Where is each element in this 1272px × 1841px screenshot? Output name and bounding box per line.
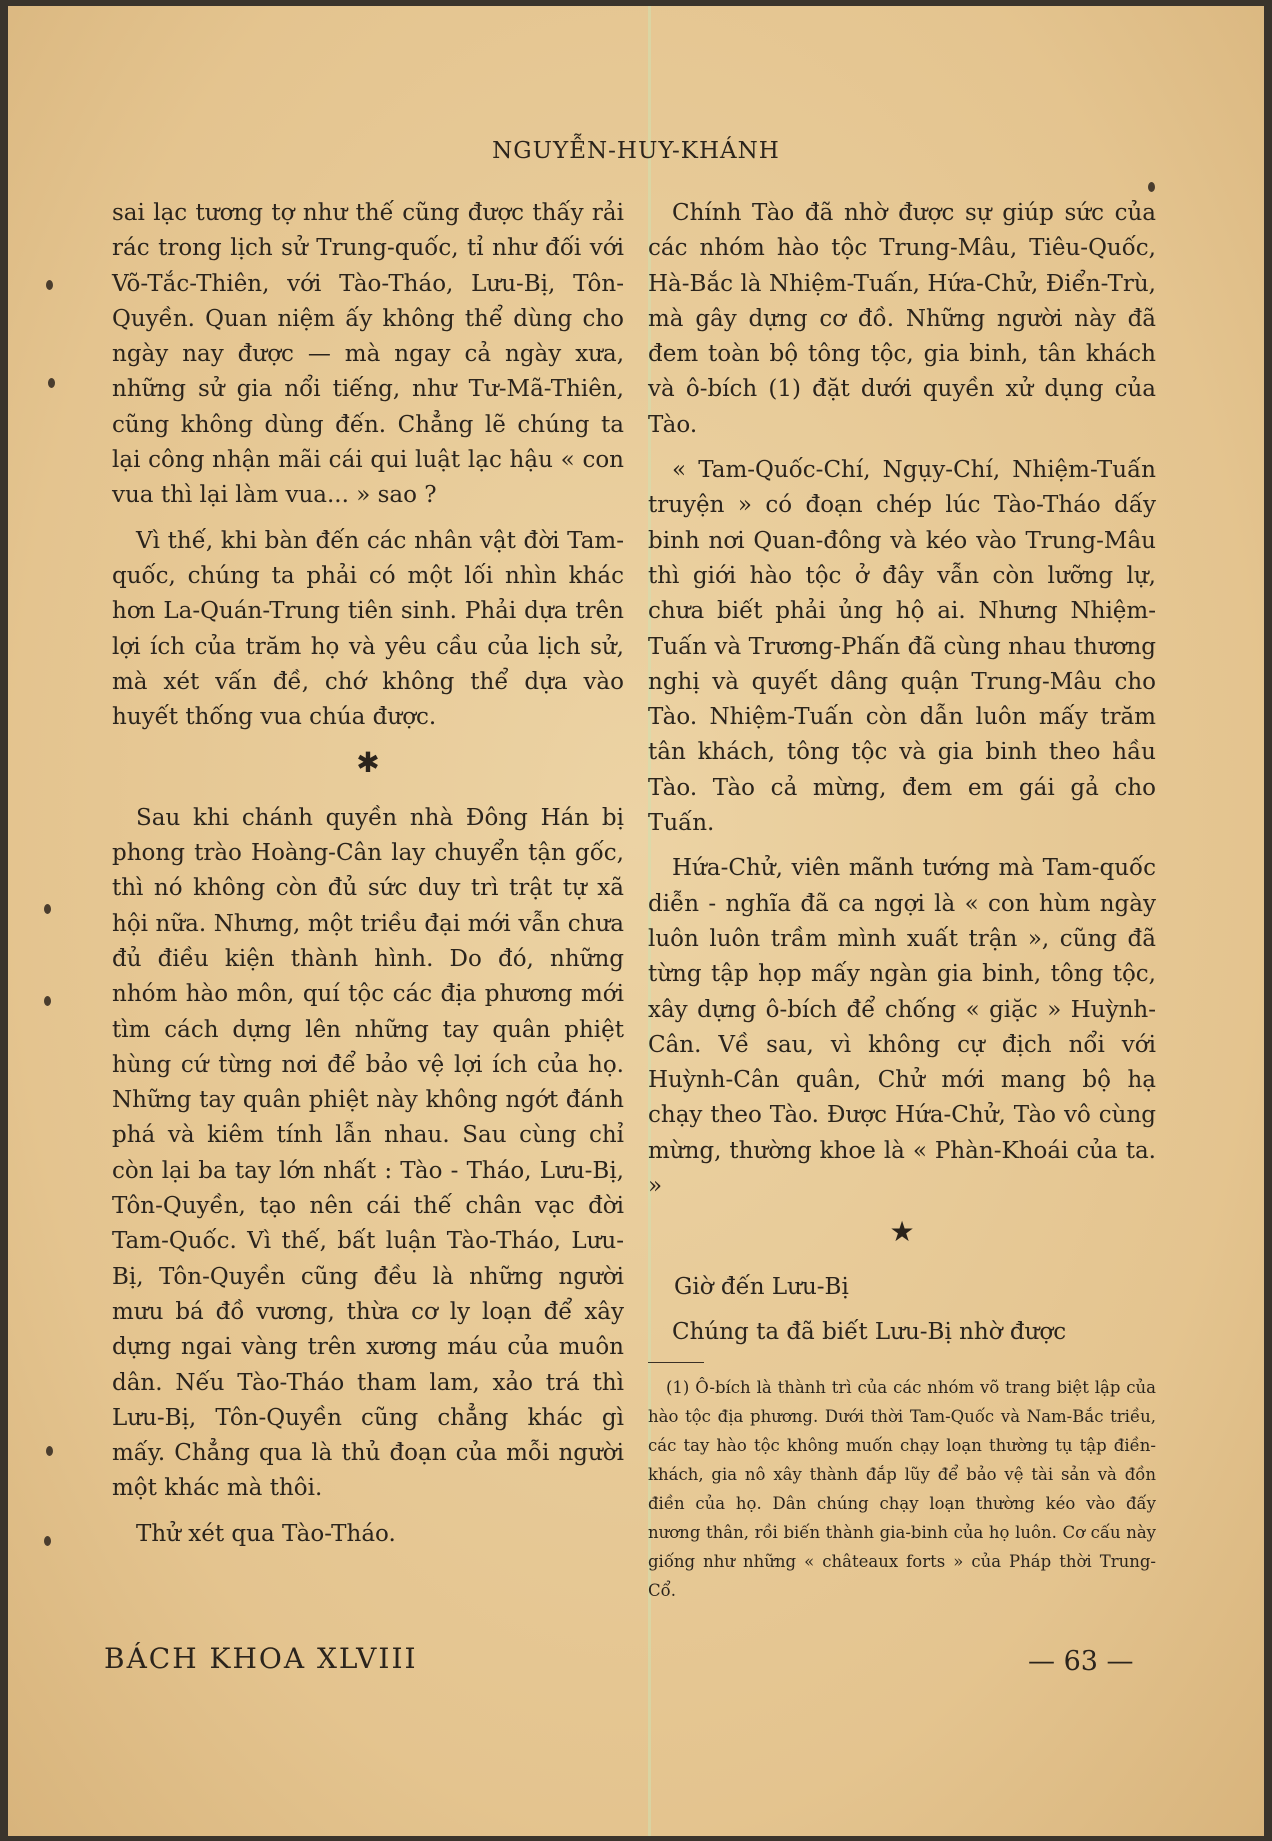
page-mark — [44, 1536, 51, 1546]
left-column — [112, 196, 624, 1562]
paragraph: Hứa-Chử, viên mãnh tướng mà Tam-quốc diễn - nghĩa đã ca ngợi là « con hùm ngày luôn luôn trầm mình xuất trận », cũng đã từng tập họp mấy ngàn gia binh, tông tộc, xây dựng ô-bích để chống « giặc » Huỳnh-Cân. Về sau, vì không cự địch nổi với Huỳnh-Cân quân, Chử mới mang bộ hạ chạy theo Tào. Được Hứa-Chử, Tào vô cùng mừng, thường khoe là « Phàn-Khoái của ta. » — [648, 855, 1156, 1200]
magazine-title: BÁCH KHOA XLVIII — [104, 1642, 418, 1675]
section-subheading: Giờ đến Lưu-Bị — [674, 1273, 849, 1300]
paragraph: « Tam-Quốc-Chí, Ngụy-Chí, Nhiệm-Tuấn truyện » có đoạn chép lúc Tào-Tháo dấy binh nơi Quan-đông và kéo vào Trung-Mâu thì giới hào tộc ở đây vẫn còn lưỡng lự, chưa biết phải ủng hộ ai. Nhưng Nhiệm-Tuấn và Trương-Phấn đã cùng nhau thương nghị và quyết dâng quận Trung-Mâu cho Tào. Nhiệm-Tuấn còn dẫn luôn mấy trăm tân khách, tông tộc và gia binh theo hầu Tào. Tào cả mừng, đem em gái gả cho Tuấn. — [648, 457, 1156, 837]
paragraph: Sau khi chánh quyền nhà Đông Hán bị phong trào Hoàng-Cân lay chuyển tận gốc, thì nó không còn đủ sức duy trì trật tự xã hội nữa. Nhưng, một triều đại mới vẫn chưa đủ điều kiện thành hình. Do đó, những nhóm hào môn, quí tộc các địa phương mới tìm cách dựng lên những tay quân phiệt hùng cứ từng nơi để bảo vệ lợi ích của họ. Những tay quân phiệt này không ngớt đánh phá và kiêm tính lẫn nhau. Sau cùng chỉ còn lại ba tay lớn nhất : Tào - Tháo, Lưu-Bị, Tôn-Quyền, tạo nên cái thế chân vạc đời Tam-Quốc. Vì thế, bất luận Tào-Tháo, Lưu-Bị, Tôn-Quyền cũng đều là những người mưu bá đồ vương, thừa cơ ly loạn để xây dựng ngai vàng trên xương máu của muôn dân. Nếu Tào-Tháo tham lam, xảo trá thì Lưu-Bị, Tôn-Quyền cũng chẳng khác gì mấy. Chẳng qua là thủ đoạn của mỗi người một khác mà thôi. — [112, 804, 624, 1502]
page-mark — [44, 996, 51, 1006]
page-mark — [48, 378, 55, 388]
footnote-rule — [648, 1362, 704, 1363]
right-column — [648, 196, 1156, 1605]
page-mark — [44, 904, 51, 914]
page-mark — [46, 1446, 53, 1456]
page-number: — 63 — — [1028, 1646, 1134, 1677]
paragraph: Thử xét qua Tào-Tháo. — [136, 1520, 396, 1547]
footnote — [648, 1373, 1156, 1605]
paragraph: Chính Tào đã nhờ được sự giúp sức của các nhóm hào tộc Trung-Mâu, Tiêu-Quốc, Hà-Bắc là Nhiệm-Tuấn, Hứa-Chử, Điển-Trù, mà gây dựng cơ đồ. Những người này đã đem toàn bộ tông tộc, gia binh, tân khách và ô-bích (1) đặt dưới quyền xử dụng của Tào. — [648, 200, 1156, 438]
section-divider-star: ★ — [889, 1215, 915, 1249]
footnote-text: (1) Ô-bích là thành trì của các nhóm võ trang biệt lập của hào tộc địa phương. Dưới thời Tam-Quốc và Nam-Bắc triều, các tay hào tộc không muốn chạy loạn thường tụ tập điền-khách, gia nô xây thành đắp lũy để bảo vệ tài sản và đồn điền của họ. Dân chúng chạy loạn thường kéo vào đấy nương thân, rồi biến thành gia-binh của họ luôn. Cơ cấu này giống như những « châteaux forts » của Pháp thời Trung-Cổ. — [648, 1378, 1156, 1601]
page-mark — [1148, 182, 1155, 192]
section-divider-star: ✱ — [356, 746, 380, 780]
paragraph: Vì thế, khi bàn đến các nhân vật đời Tam-quốc, chúng ta phải có một lối nhìn khác hơn La-Quán-Trung tiên sinh. Phải dựa trên lợi ích của trăm họ và yêu cầu của lịch sử, mà xét vấn đề, chớ không thể dựa vào huyết thống vua chúa được. — [112, 527, 624, 731]
paragraph: Chúng ta đã biết Lưu-Bị nhờ được — [672, 1318, 1067, 1345]
page-mark — [46, 280, 53, 290]
running-header: NGUYỄN-HUY-KHÁNH — [492, 138, 780, 164]
paragraph: sai lạc tương tợ như thế cũng được thấy rải rác trong lịch sử Trung-quốc, tỉ như đối với Võ-Tắc-Thiên, với Tào-Tháo, Lưu-Bị, Tôn-Quyền. Quan niệm ấy không thể dùng cho ngày nay được — mà ngay cả ngày xưa, những sử gia nổi tiếng, như Tư-Mã-Thiên, cũng không dùng đến. Chẳng lẽ chúng ta lại công nhận mãi cái qui luật lạc hậu « con vua thì lại làm vua... » sao ? — [112, 200, 624, 509]
book-page — [8, 6, 1264, 1836]
